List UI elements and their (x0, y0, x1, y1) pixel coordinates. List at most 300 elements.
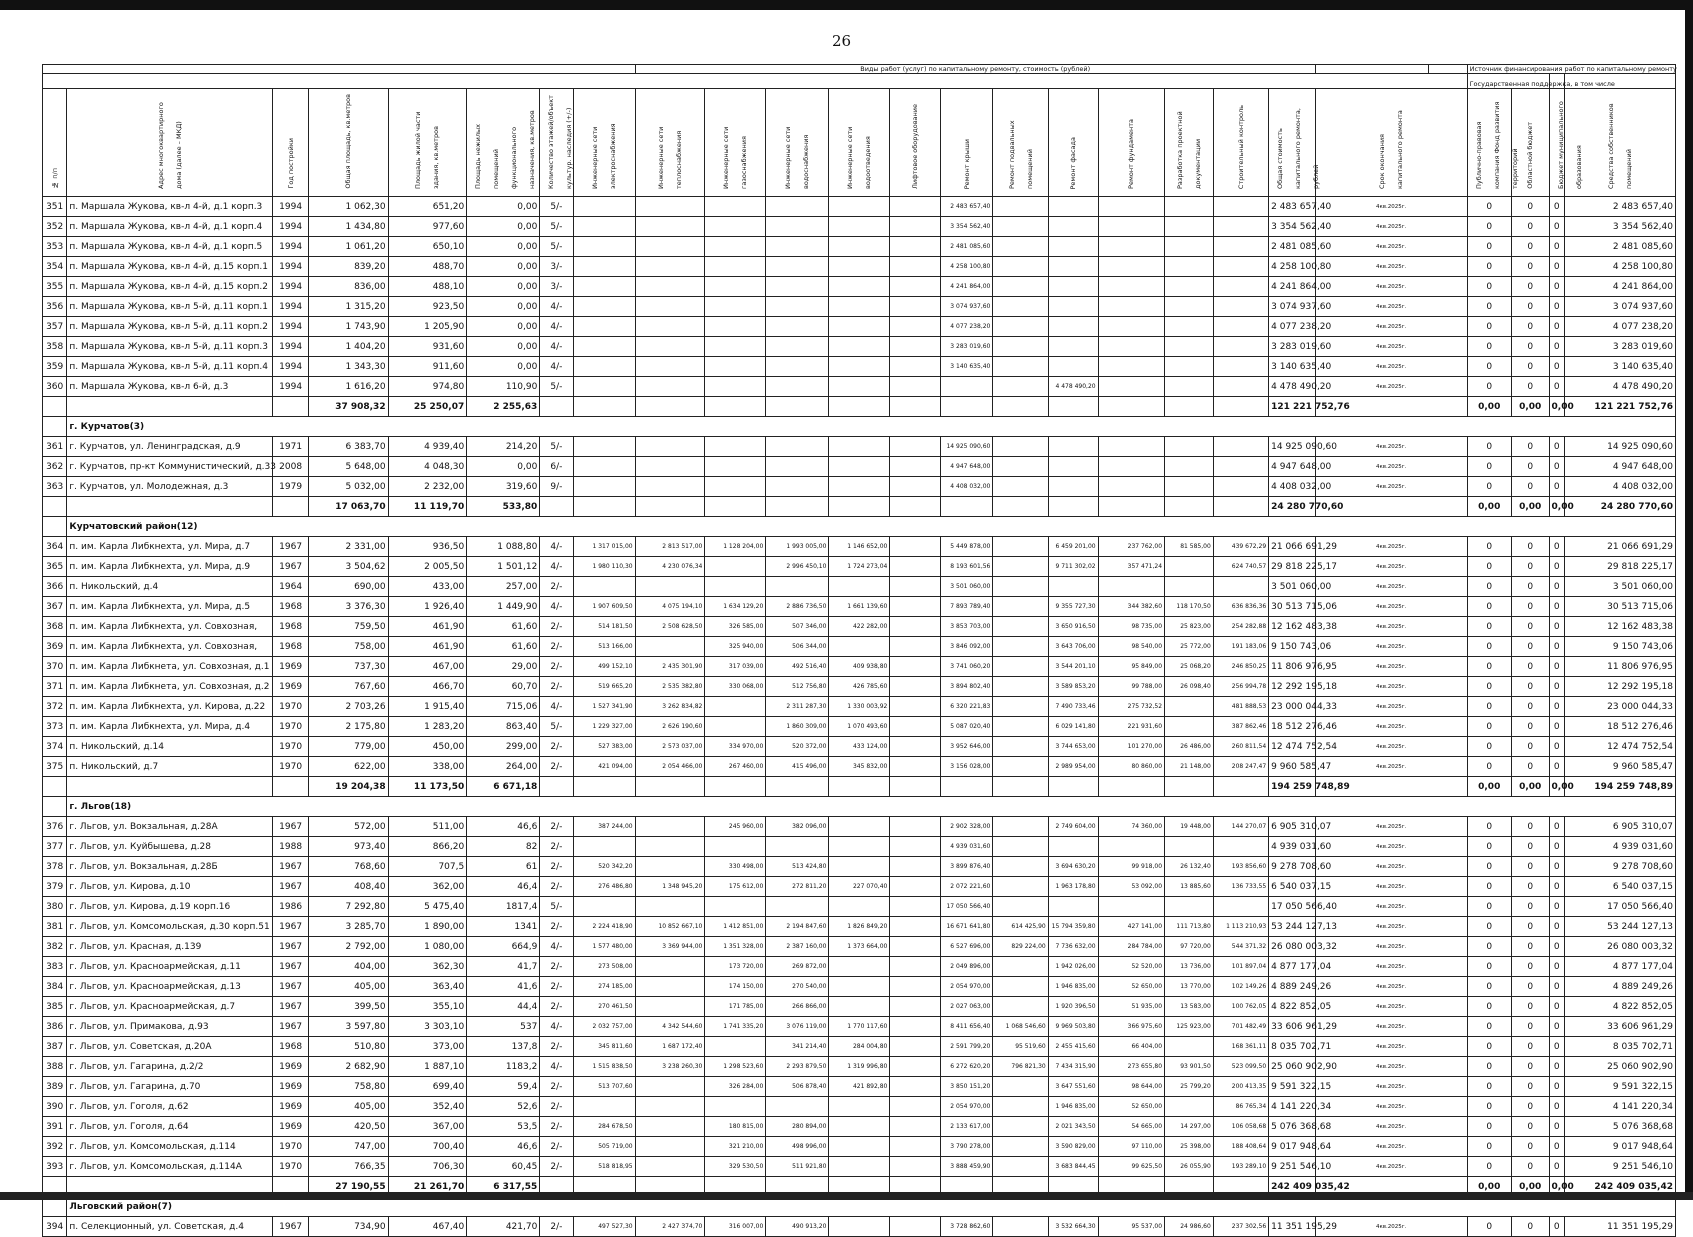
col-total-cost: 29 818 225,17 (1269, 557, 1316, 577)
col-year: 1970 (273, 757, 308, 777)
col-owners-funds: 3 283 019,60 (1565, 337, 1676, 357)
col-regional-budget: 0 (1511, 757, 1549, 777)
col-total-cost: 12 292 195,18 (1269, 677, 1316, 697)
col-sewer (829, 457, 890, 477)
col-basement (993, 697, 1048, 717)
col-floors: 4/- (540, 1057, 573, 1077)
col-total-cost: 9 278 708,60 (1269, 857, 1316, 877)
col-deadline: 4кв.2025г. (1315, 1137, 1467, 1157)
col-heating: 4 075 194,10 (635, 597, 705, 617)
col-living-area: 936,50 (388, 537, 467, 557)
subtotal-row (43, 397, 1676, 417)
col-total-cost: 30 513 715,06 (1269, 597, 1316, 617)
col-water (766, 257, 829, 277)
col-facade (1048, 1177, 1098, 1197)
col-total-cost: 11 806 976,95 (1269, 657, 1316, 677)
col-address: п. Никольский, д.14 (67, 737, 273, 757)
header-label: Инженерные сети электроснабжения (591, 123, 618, 189)
col-fund-territories: 0 (1467, 737, 1511, 757)
col-construction-control: 260 811,54 (1213, 737, 1268, 757)
col-roof: 2 054 970,00 (941, 977, 993, 997)
table-row (43, 237, 1676, 257)
col-construction-control (1213, 397, 1268, 417)
col-heating: 2 626 190,60 (635, 717, 705, 737)
col-regional-budget: 0 (1511, 717, 1549, 737)
col-total-area: 510,80 (308, 1037, 388, 1057)
col-deadline: 4кв.2025г. (1315, 1077, 1467, 1097)
col-heating: 2 813 517,00 (635, 537, 705, 557)
col-municipal-budget: 0 (1549, 977, 1565, 997)
col-facade (1048, 457, 1098, 477)
col-lift (890, 537, 941, 557)
col-living-area: 650,10 (388, 237, 467, 257)
col-floors: 5/- (540, 897, 573, 917)
col-foundation: 53 092,00 (1098, 877, 1164, 897)
col-water (766, 477, 829, 497)
col-total-cost: 53 244 127,13 (1269, 917, 1316, 937)
col-living-area: 911,60 (388, 357, 467, 377)
col-owners-funds: 242 409 035,42 (1565, 1177, 1676, 1197)
col-year: 1969 (273, 1097, 308, 1117)
table-row (43, 937, 1676, 957)
col-number: 372 (43, 697, 67, 717)
col-heating: 1 687 172,40 (635, 1037, 705, 1057)
col-facade (1048, 257, 1098, 277)
col-construction-control: 481 888,53 (1213, 697, 1268, 717)
col-sewer: 227 070,40 (829, 877, 890, 897)
col-total-area: 768,60 (308, 857, 388, 877)
col-gas (705, 717, 766, 737)
col-electric: 513 707,60 (573, 1077, 635, 1097)
header-label: Областной бюджет (1526, 122, 1535, 189)
col-year: 1968 (273, 1037, 308, 1057)
col-regional-budget: 0 (1511, 1037, 1549, 1057)
col-total-cost: 4 889 249,26 (1269, 977, 1316, 997)
col-project-docs (1165, 397, 1214, 417)
col-roof: 6 272 620,20 (941, 1057, 993, 1077)
col-sewer (829, 477, 890, 497)
col-lift (890, 957, 941, 977)
col-gas: 326 284,00 (705, 1077, 766, 1097)
col-total-area: 5 648,00 (308, 457, 388, 477)
col-heating (635, 857, 705, 877)
col-total-area: 17 063,70 (308, 497, 388, 517)
col-roof: 4 408 032,00 (941, 477, 993, 497)
col-lift (890, 317, 941, 337)
col-fund-territories: 0 (1467, 1057, 1511, 1077)
col-project-docs: 118 170,50 (1165, 597, 1214, 617)
col-total-cost: 8 035 702,71 (1269, 1037, 1316, 1057)
col-living-area: 461,90 (388, 637, 467, 657)
col-living-area: 488,70 (388, 257, 467, 277)
col-year: 1967 (273, 1017, 308, 1037)
col-total-cost: 17 050 566,40 (1269, 897, 1316, 917)
col-gas (705, 577, 766, 597)
col-sewer (829, 897, 890, 917)
col-lift (890, 437, 941, 457)
col-total-area: 399,50 (308, 997, 388, 1017)
col-roof: 2 027 063,00 (941, 997, 993, 1017)
col-foundation (1098, 437, 1164, 457)
col-municipal-budget: 0 (1549, 957, 1565, 977)
col-lift (890, 457, 941, 477)
col-total-area: 3 285,70 (308, 917, 388, 937)
table-row (43, 717, 1676, 737)
col-lift (890, 197, 941, 217)
table-header (43, 65, 1676, 197)
col-fund-territories: 0 (1467, 277, 1511, 297)
col-year: 1964 (273, 577, 308, 597)
col-year: 1967 (273, 957, 308, 977)
col-lift (890, 397, 941, 417)
col-total-area: 405,00 (308, 1097, 388, 1117)
col-total-cost: 9 150 743,06 (1269, 637, 1316, 657)
header-col-gas (705, 89, 766, 197)
col-owners-funds: 12 292 195,18 (1565, 677, 1676, 697)
table-row (43, 577, 1676, 597)
col-foundation: 275 732,52 (1098, 697, 1164, 717)
col-sewer (829, 197, 890, 217)
col-facade (1048, 437, 1098, 457)
scan-edge-right (1685, 0, 1693, 1200)
col-basement (993, 1157, 1048, 1177)
col-basement (993, 817, 1048, 837)
col-facade: 7 736 632,00 (1048, 937, 1098, 957)
col-regional-budget: 0 (1511, 837, 1549, 857)
col-nonres-area: 41,6 (467, 977, 540, 997)
col-total-cost: 2 481 085,60 (1269, 237, 1316, 257)
col-basement (993, 197, 1048, 217)
col-water (766, 277, 829, 297)
col-total-area: 779,00 (308, 737, 388, 757)
col-address: г. Льгов, ул. Кирова, д.10 (67, 877, 273, 897)
col-electric (573, 277, 635, 297)
col-nonres-area: 6 317,55 (467, 1177, 540, 1197)
col-total-area: 2 175,80 (308, 717, 388, 737)
col-municipal-budget: 0 (1549, 377, 1565, 397)
col-fund-territories: 0 (1467, 897, 1511, 917)
col-total-cost: 21 066 691,29 (1269, 537, 1316, 557)
col-municipal-budget: 0,00 (1549, 1177, 1565, 1197)
col-address: п. им. Карла Либкнехта, ул. Мира, д.5 (67, 597, 273, 617)
col-project-docs: 81 585,00 (1165, 537, 1214, 557)
col-floors: 2/- (540, 617, 573, 637)
col-facade: 9 355 727,30 (1048, 597, 1098, 617)
col-number (43, 497, 67, 517)
col-regional-budget: 0 (1511, 897, 1549, 917)
col-roof: 5 087 020,40 (941, 717, 993, 737)
col-lift (890, 737, 941, 757)
col-heating (635, 297, 705, 317)
header-col-project-docs (1165, 89, 1214, 197)
col-year: 2008 (273, 457, 308, 477)
col-regional-budget: 0,00 (1511, 777, 1549, 797)
col-fund-territories: 0 (1467, 717, 1511, 737)
col-year: 1971 (273, 437, 308, 457)
col-lift (890, 597, 941, 617)
col-lift (890, 1037, 941, 1057)
col-total-area: 747,00 (308, 1137, 388, 1157)
col-number: 356 (43, 297, 67, 317)
col-construction-control: 237 302,56 (1213, 1217, 1268, 1237)
col-sewer (829, 957, 890, 977)
col-water: 2 996 450,10 (766, 557, 829, 577)
col-gas: 1 741 335,20 (705, 1017, 766, 1037)
col-total-cost: 3 283 019,60 (1269, 337, 1316, 357)
col-lift (890, 697, 941, 717)
col-project-docs: 97 720,00 (1165, 937, 1214, 957)
col-roof: 16 671 641,80 (941, 917, 993, 937)
table-row (43, 317, 1676, 337)
col-municipal-budget: 0 (1549, 237, 1565, 257)
col-facade: 1 942 026,00 (1048, 957, 1098, 977)
col-fund-territories: 0 (1467, 537, 1511, 557)
col-floors (540, 497, 573, 517)
table-row (43, 637, 1676, 657)
col-basement (993, 777, 1048, 797)
col-electric: 284 678,50 (573, 1117, 635, 1137)
col-foundation: 80 860,00 (1098, 757, 1164, 777)
col-nonres-area: 0,00 (467, 297, 540, 317)
col-municipal-budget: 0 (1549, 837, 1565, 857)
subtotal-row (43, 1177, 1676, 1197)
col-nonres-area: 1 501,12 (467, 557, 540, 577)
col-municipal-budget: 0 (1549, 817, 1565, 837)
col-fund-territories: 0,00 (1467, 777, 1511, 797)
col-floors: 2/- (540, 1137, 573, 1157)
col-address: г. Льгов, ул. Куйбышева, д.28 (67, 837, 273, 857)
col-basement (993, 257, 1048, 277)
col-nonres-area: 61 (467, 857, 540, 877)
col-gas: 321 210,00 (705, 1137, 766, 1157)
col-year: 1994 (273, 197, 308, 217)
scan-edge-top (0, 0, 1693, 10)
col-construction-control (1213, 337, 1268, 357)
col-deadline: 4кв.2025г. (1315, 617, 1467, 637)
col-project-docs: 125 923,00 (1165, 1017, 1214, 1037)
col-water (766, 1097, 829, 1117)
col-address: п. Маршала Жукова, кв-л 5-й, д.11 корп.1 (67, 297, 273, 317)
col-living-area: 450,00 (388, 737, 467, 757)
table-row (43, 297, 1676, 317)
col-facade: 3 694 630,20 (1048, 857, 1098, 877)
col-nonres-area: 59,4 (467, 1077, 540, 1097)
col-construction-control (1213, 257, 1268, 277)
table-row (43, 537, 1676, 557)
col-number: 388 (43, 1057, 67, 1077)
col-year: 1967 (273, 817, 308, 837)
col-water: 280 894,00 (766, 1117, 829, 1137)
col-municipal-budget: 0 (1549, 557, 1565, 577)
header-col-water (766, 89, 829, 197)
header-col-construction-control (1213, 89, 1268, 197)
col-floors: 4/- (540, 337, 573, 357)
col-project-docs (1165, 457, 1214, 477)
col-regional-budget: 0 (1511, 697, 1549, 717)
col-year: 1970 (273, 697, 308, 717)
col-foundation (1098, 377, 1164, 397)
col-nonres-area: 1 088,80 (467, 537, 540, 557)
col-year (273, 397, 308, 417)
col-heating (635, 197, 705, 217)
col-regional-budget: 0 (1511, 1017, 1549, 1037)
header-col-facade (1048, 89, 1098, 197)
col-year: 1994 (273, 317, 308, 337)
col-address: г. Льгов, ул. Комсомольская, д.114А (67, 1157, 273, 1177)
col-owners-funds: 4 889 249,26 (1565, 977, 1676, 997)
col-sewer (829, 297, 890, 317)
col-construction-control: 100 762,05 (1213, 997, 1268, 1017)
col-nonres-area: 29,00 (467, 657, 540, 677)
col-deadline: 4кв.2025г. (1315, 917, 1467, 937)
col-roof: 8 193 601,56 (941, 557, 993, 577)
col-fund-territories: 0 (1467, 377, 1511, 397)
col-year (273, 1177, 308, 1197)
col-construction-control (1213, 837, 1268, 857)
col-municipal-budget: 0 (1549, 657, 1565, 677)
table-row (43, 957, 1676, 977)
col-regional-budget: 0 (1511, 337, 1549, 357)
table-row (43, 1037, 1676, 1057)
col-fund-territories: 0,00 (1467, 1177, 1511, 1197)
col-nonres-area: 0,00 (467, 317, 540, 337)
col-municipal-budget: 0 (1549, 737, 1565, 757)
col-number: 375 (43, 757, 67, 777)
table-row (43, 657, 1676, 677)
col-total-cost: 9 251 546,10 (1269, 1157, 1316, 1177)
col-nonres-area: 1 449,90 (467, 597, 540, 617)
col-project-docs: 26 098,40 (1165, 677, 1214, 697)
col-address: г. Курчатов, ул. Молодежная, д.3 (67, 477, 273, 497)
col-sewer: 421 892,80 (829, 1077, 890, 1097)
col-facade: 3 532 664,30 (1048, 1217, 1098, 1237)
col-gas (705, 377, 766, 397)
col-floors: 3/- (540, 277, 573, 297)
cell (43, 797, 67, 817)
col-floors: 9/- (540, 477, 573, 497)
col-project-docs (1165, 717, 1214, 737)
col-municipal-budget: 0 (1549, 1077, 1565, 1097)
col-address: г. Льгов, ул. Гоголя, д.64 (67, 1117, 273, 1137)
col-floors: 4/- (540, 697, 573, 717)
col-roof: 2 481 085,60 (941, 237, 993, 257)
col-year: 1970 (273, 1157, 308, 1177)
col-roof: 2 902 328,00 (941, 817, 993, 837)
table-row (43, 837, 1676, 857)
col-nonres-area: 44,4 (467, 997, 540, 1017)
col-foundation (1098, 357, 1164, 377)
col-fund-territories: 0 (1467, 837, 1511, 857)
col-heating: 2 427 374,70 (635, 1217, 705, 1237)
col-lift (890, 837, 941, 857)
col-floors: 2/- (540, 877, 573, 897)
col-sewer (829, 257, 890, 277)
col-project-docs (1165, 1177, 1214, 1197)
col-lift (890, 1137, 941, 1157)
col-water: 490 913,20 (766, 1217, 829, 1237)
col-heating (635, 957, 705, 977)
col-year: 1967 (273, 917, 308, 937)
col-sewer: 1 661 139,60 (829, 597, 890, 617)
col-floors: 2/- (540, 577, 573, 597)
col-construction-control: 200 413,35 (1213, 1077, 1268, 1097)
col-lift (890, 217, 941, 237)
col-address (67, 497, 273, 517)
col-floors: 2/- (540, 957, 573, 977)
col-heating (635, 497, 705, 517)
col-roof (941, 377, 993, 397)
col-basement: 1 068 546,60 (993, 1017, 1048, 1037)
col-floors (540, 777, 573, 797)
col-sewer: 1 770 117,60 (829, 1017, 890, 1037)
col-fund-territories: 0 (1467, 337, 1511, 357)
col-total-cost: 11 351 195,29 (1269, 1217, 1316, 1237)
col-project-docs (1165, 897, 1214, 917)
col-living-area: 2 005,50 (388, 557, 467, 577)
col-fund-territories: 0 (1467, 977, 1511, 997)
col-owners-funds: 9 017 948,64 (1565, 1137, 1676, 1157)
col-address: п. Никольский, д.4 (67, 577, 273, 597)
col-address: г. Льгов, ул. Советская, д.20А (67, 1037, 273, 1057)
col-water: 266 866,00 (766, 997, 829, 1017)
col-project-docs (1165, 577, 1214, 597)
col-gas (705, 297, 766, 317)
header-label: Ремонт фасада (1069, 136, 1078, 189)
table-row (43, 357, 1676, 377)
col-facade (1048, 497, 1098, 517)
col-owners-funds: 3 074 937,60 (1565, 297, 1676, 317)
col-total-cost: 4 241 864,00 (1269, 277, 1316, 297)
header-label: Ремонт крыши (962, 138, 971, 189)
col-total-cost: 12 474 752,54 (1269, 737, 1316, 757)
cell (43, 1197, 67, 1217)
table-row (43, 1057, 1676, 1077)
col-deadline: 4кв.2025г. (1315, 857, 1467, 877)
col-municipal-budget: 0 (1549, 1017, 1565, 1037)
col-foundation (1098, 337, 1164, 357)
header-spacer (1315, 65, 1428, 74)
col-total-cost: 5 076 368,68 (1269, 1117, 1316, 1137)
col-address: г. Льгов, ул. Красная, д.139 (67, 937, 273, 957)
col-facade: 15 794 359,80 (1048, 917, 1098, 937)
col-facade: 2 989 954,00 (1048, 757, 1098, 777)
col-floors: 2/- (540, 837, 573, 857)
col-water: 272 811,20 (766, 877, 829, 897)
col-construction-control: 254 282,88 (1213, 617, 1268, 637)
col-municipal-budget: 0 (1549, 1157, 1565, 1177)
col-municipal-budget: 0 (1549, 277, 1565, 297)
col-floors: 2/- (540, 917, 573, 937)
col-floors: 2/- (540, 857, 573, 877)
col-deadline: 4кв.2025г. (1315, 277, 1467, 297)
col-nonres-area: 60,45 (467, 1157, 540, 1177)
header-col-year (273, 89, 308, 197)
col-construction-control: 193 856,60 (1213, 857, 1268, 877)
col-foundation: 357 471,24 (1098, 557, 1164, 577)
col-fund-territories: 0 (1467, 1017, 1511, 1037)
col-sewer (829, 637, 890, 657)
col-electric (573, 577, 635, 597)
col-address: п. им. Карла Либкнета, ул. Совхозная, д.1 (67, 657, 273, 677)
col-roof: 3 283 019,60 (941, 337, 993, 357)
col-roof: 3 501 060,00 (941, 577, 993, 597)
col-living-area: 461,90 (388, 617, 467, 637)
col-owners-funds: 9 278 708,60 (1565, 857, 1676, 877)
col-basement (993, 657, 1048, 677)
col-project-docs: 25 823,00 (1165, 617, 1214, 637)
col-foundation (1098, 257, 1164, 277)
col-nonres-area: 421,70 (467, 1217, 540, 1237)
